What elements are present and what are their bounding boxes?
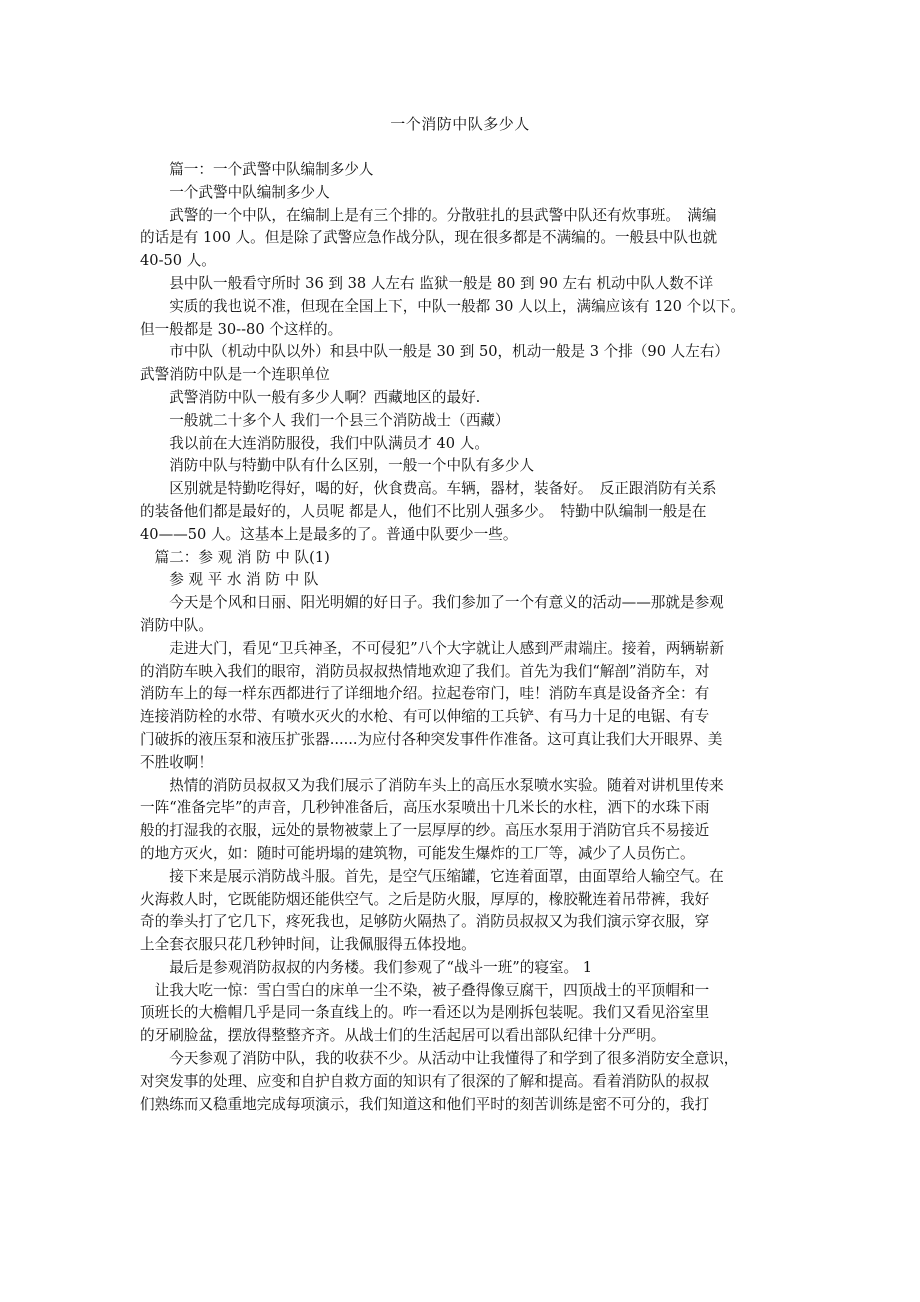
- text-line: 区别就是特勤吃得好，喝的好，伙食费高。车辆，器材，装备好。 反正跟消防有关系: [140, 480, 717, 498]
- text-line: 的消防车映入我们的眼帘，消防员叔叔热情地欢迎了我们。首先为我们“解剖”消防车，对: [140, 662, 710, 680]
- text-line: 对突发事的处理、应变和自护自救方面的知识有了很深的了解和提高。看着消防队的叔叔: [140, 1072, 710, 1090]
- text-line: 连接消防栓的水带、有喷水灭火的水枪、有可以伸缩的工兵铲、有马力十足的电锯、有专: [140, 708, 710, 726]
- document-body: [140, 159, 790, 1116]
- text-line: 的装备他们都是最好的，人员呢 都是人，他们不比别人强多少。 特勤中队编制一般是在: [140, 502, 707, 520]
- text-line: 般的打湿我的衣服，远处的景物被蒙上了一层厚厚的纱。高压水泵用于消防官兵不易接近: [140, 822, 710, 840]
- text-line: 武警消防中队一般有多少人啊？西藏地区的最好.: [140, 388, 481, 406]
- text-line: 今天是个风和日丽、阳光明媚的好日子。我们参加了一个有意义的活动——那就是参观: [140, 594, 724, 612]
- text-line: 的牙刷脸盆，摆放得整整齐齐。从战士们的生活起居可以看出部队纪律十分严明。: [140, 1027, 666, 1045]
- text-line: 40——50 人。这基本上是最多的了。普通中队要少一些。: [140, 525, 518, 543]
- text-line: 市中队（机动中队以外）和县中队一般是 30 到 50，机动一般是 3 个排（90 人左右）: [140, 343, 730, 361]
- document-title: 一个消防中队多少人: [390, 115, 530, 133]
- text-line: 奇的拳头打了它几下，疼死我也，足够防火隔热了。消防员叔叔又为我们演示穿衣服，穿: [140, 913, 710, 931]
- text-line: 的话是有 100 人。但是除了武警应急作战分队，现在很多都是不满编的。一般县中队也就: [140, 229, 718, 247]
- text-line: 走进大门，看见“卫兵神圣，不可侵犯”八个大字就让人感到严肃端庄。接着，两辆崭新: [140, 639, 725, 657]
- text-line: 我以前在大连消防服役，我们中队满员才 40 人。: [140, 434, 489, 452]
- text-line: 门破拆的液压泵和液压扩张器......为应付各种突发事件作准备。这可真让我们大开眼界、美: [140, 730, 723, 748]
- text-line: 40-50 人。: [140, 252, 216, 270]
- section-heading: 篇二：参 观 消 防 中 队(1): [140, 548, 330, 566]
- text-line: 的地方灭火，如：随时可能坍塌的建筑物，可能发生爆炸的工厂等，减少了人员伤亡。: [140, 844, 695, 862]
- text-line: 篇一：一个武警中队编制多少人: [140, 161, 374, 178]
- text-line: 顶班长的大檐帽几乎是同一条直线上的。咋一看还以为是刚拆包装呢。我们又看见浴室里: [140, 1004, 710, 1022]
- text-line: 一阵“准备完毕”的声音，几秒钟准备后，高压水泵喷出十几米长的水柱，洒下的水珠下雨: [140, 799, 710, 817]
- text-line: 武警消防中队是一个连职单位: [140, 366, 330, 384]
- text-line: 消防车上的每一样东西都进行了详细地介绍。拉起卷帘门，哇！消防车真是设备齐全：有: [140, 685, 710, 703]
- text-line: 接下来是展示消防战斗服。首先，是空气压缩罐，它连着面罩，由面罩给人输空气。在: [140, 867, 724, 885]
- text-line: 县中队一般看守所时 36 到 38 人左右 监狱一般是 80 到 90 左右 机动中队人数不详: [140, 274, 714, 292]
- text-line: 不胜收啊！: [140, 753, 213, 771]
- text-line: 火海救人时，它既能防烟还能供空气。之后是防火服，厚厚的，橡胶靴连着吊带裤，我好: [140, 890, 710, 908]
- text-line: 武警的一个中队，在编制上是有三个排的。分散驻扎的县武警中队还有炊事班。 满编: [140, 206, 717, 224]
- text-line: 消防中队。: [140, 616, 213, 634]
- text-line: 但一般都是 30--80 个这样的。: [140, 320, 343, 338]
- text-line: 让我大吃一惊：雪白雪白的床单一尘不染，被子叠得像豆腐干，四顶战士的平顶帽和一: [140, 981, 710, 999]
- text-line: 一般就二十多个人 我们一个县三个消防战士（西藏）: [140, 411, 510, 429]
- text-line: 一个武警中队编制多少人: [140, 183, 330, 201]
- section-subheading: 参 观 平 水 消 防 中 队: [140, 571, 319, 589]
- text-line: 们熟练而又稳重地完成每项演示，我们知道这和他们平时的刻苦训练是密不可分的，我打: [140, 1095, 710, 1113]
- text-line: 今天参观了消防中队，我的收获不少。从活动中让我懂得了和学到了很多消防安全意识，: [140, 1050, 739, 1068]
- text-line: 消防中队与特勤中队有什么区别，一般一个中队有多少人: [140, 457, 535, 475]
- text-line: 实质的我也说不准，但现在全国上下，中队一般都 30 人以上，满编应该有 120 个以下。: [140, 297, 745, 315]
- text-line: 热情的消防员叔叔又为我们展示了消防车头上的高压水泵喷水实验。随着对讲机里传来: [140, 776, 724, 794]
- text-line: 最后是参观消防叔叔的内务楼。我们参观了“战斗一班”的寝室。 1: [140, 958, 593, 976]
- text-line: 上全套衣服只花几秒钟时间，让我佩服得五体投地。: [140, 936, 476, 954]
